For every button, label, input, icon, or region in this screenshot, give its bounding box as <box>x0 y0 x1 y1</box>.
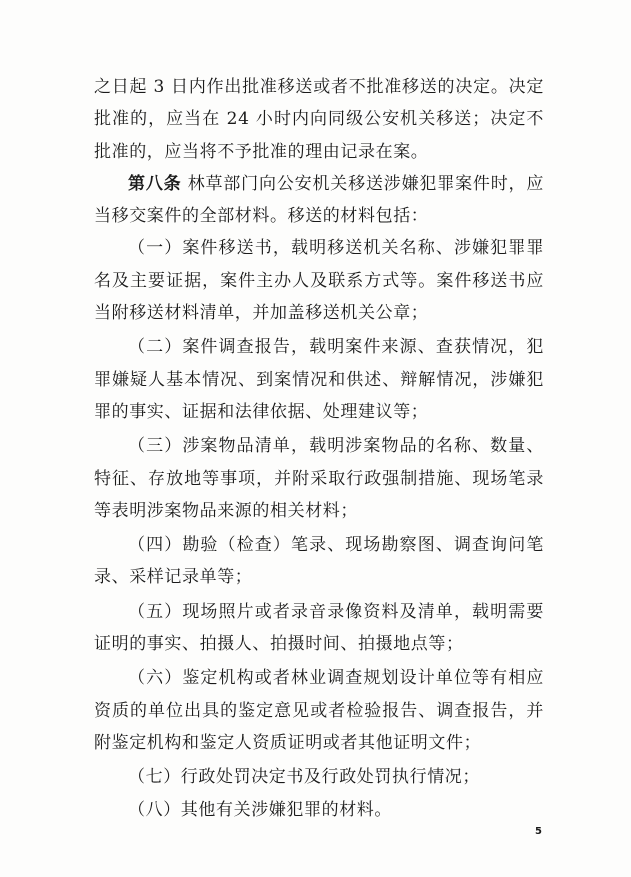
list-item-7: （七）行政处罚决定书及行政处罚执行情况； <box>128 767 480 788</box>
list-item-1: （一）案件移送书，载明移送机关名称、涉嫌犯罪罪名及主要证据，案件主办人及联系方式等。案件移送书应当附移送材料清单，并加盖移送机关公章； <box>94 238 544 324</box>
list-item-3: （三）涉案物品清单，载明涉案物品的名称、数量、特征、存放地等事项，并附采取行政强制措施、现场笔录等表明涉案物品来源的相关材料； <box>94 436 544 521</box>
list-item-8: （八）其他有关涉嫌犯罪的材料。 <box>128 799 392 820</box>
paragraph-continuation: 之日起 3 日内作出批准移送或者不批准移送的决定。决定批准的，应当在 24 小时内向同级公安机关移送；决定不批准的，应当将不予批准的理由记录在案。 <box>94 77 544 162</box>
article-number: 第八条 <box>128 173 182 194</box>
list-item-2: （二）案件调查报告，载明案件来源、查获情况，犯罪嫌疑人基本情况、到案情况和供述、辩解情况，涉嫌犯罪的事实、证据和法律依据、处理建议等； <box>94 337 544 422</box>
paragraph-article-8 <box>94 168 544 233</box>
list-item-4: （四）勘验（检查）笔录、现场勘察图、调查询问笔录、采样记录单等； <box>94 535 544 588</box>
list-item-6: （六）鉴定机构或者林业调查规划设计单位等有相应资质的单位出具的鉴定意见或者检验报告、调查报告，并附鉴定机构和鉴定人资质证明或者其他证明文件； <box>94 668 544 753</box>
document-body <box>94 71 544 826</box>
list-item-5: （五）现场照片或者录音录像资料及清单，载明需要证明的事实、拍摄人、拍摄时间、拍摄地点等； <box>94 601 544 655</box>
article-8-text: 林草部门向公安机关移送涉嫌犯罪案件时，应当移交案件的全部材料。移送的材料包括： <box>94 173 544 227</box>
page-number: 5 <box>535 826 542 837</box>
